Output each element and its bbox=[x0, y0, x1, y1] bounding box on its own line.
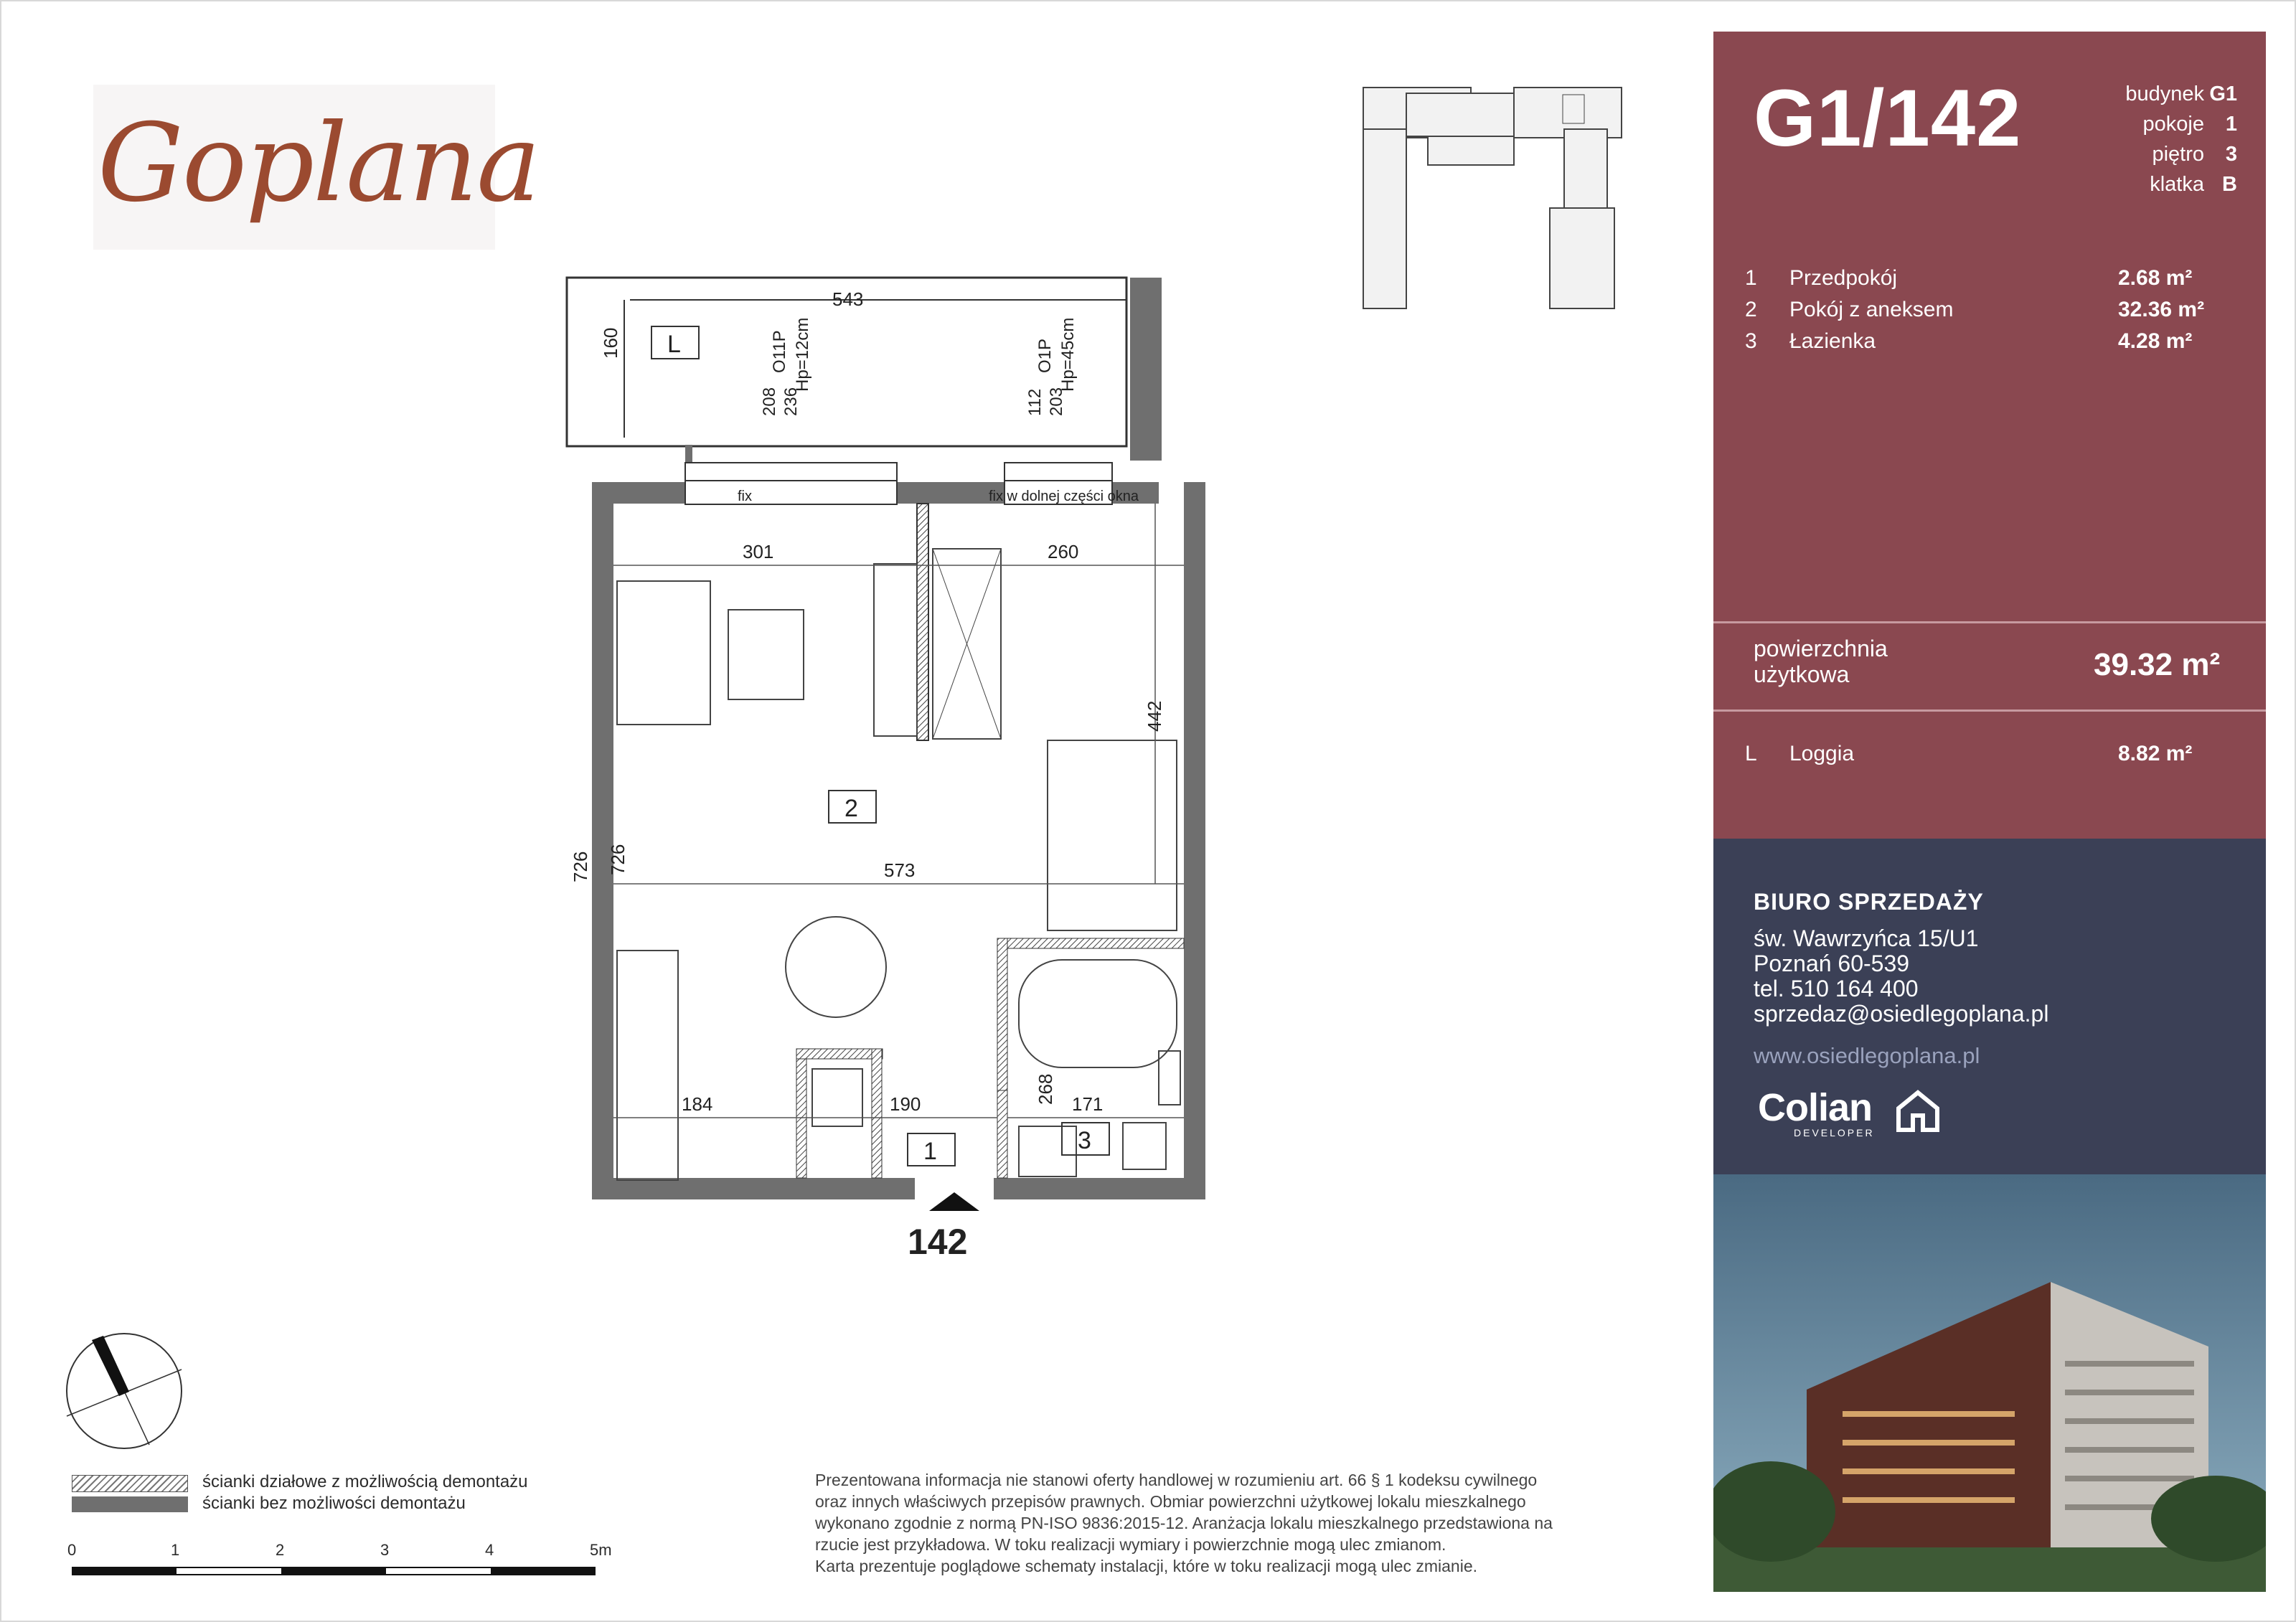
loggia-area: 8.82 m² bbox=[2118, 742, 2193, 765]
legend-hatched-swatch bbox=[72, 1475, 188, 1492]
divider bbox=[1713, 709, 2266, 712]
window-note-fix: fix bbox=[738, 489, 752, 504]
room-tag-2: 2 bbox=[844, 795, 858, 822]
loggia-row bbox=[1745, 742, 2233, 766]
window-tag-2-height: Hp=45cm bbox=[1058, 317, 1078, 392]
colian-sub: DEVELOPER bbox=[1794, 1127, 1875, 1138]
room-tag-1: 1 bbox=[923, 1138, 937, 1165]
detail-value: 3 bbox=[2225, 143, 2237, 166]
scale-label: 4 bbox=[485, 1541, 494, 1559]
detail-row bbox=[2072, 139, 2237, 169]
colian-logo: Colian bbox=[1758, 1086, 1873, 1129]
house-icon bbox=[1894, 1087, 1942, 1134]
address-line: św. Wawrzyńca 15/U1 bbox=[1754, 925, 1979, 951]
scale-segment bbox=[73, 1568, 177, 1574]
disclaimer-line: oraz innych właściwych przepisów prawnych. Obmiar powierzchni użytkowej lokalu mieszkalnego bbox=[815, 1492, 1526, 1511]
disclaimer-line: rzucie jest przykładowa. W toku realizacji wymiary i powierzchnie mogą ulec zmianom. bbox=[815, 1535, 1446, 1554]
entrance-arrow bbox=[929, 1192, 979, 1211]
dim-window1-b: 236 bbox=[781, 387, 801, 416]
scale-segment bbox=[281, 1568, 386, 1574]
website-link[interactable]: www.osiedlegoplana.pl bbox=[1754, 1043, 1980, 1068]
building-render-image bbox=[1713, 1174, 2266, 1592]
apartment-info-panel bbox=[1713, 32, 2266, 839]
usable-area-label-line1: powierzchnia bbox=[1754, 636, 1888, 661]
washbasin bbox=[1159, 1051, 1180, 1105]
room-name: Pokój z aneksem bbox=[1789, 298, 1954, 321]
dim-depth-inner: 726 bbox=[607, 844, 629, 875]
room-area: 4.28 m² bbox=[2118, 329, 2193, 353]
detail-label: budynek bbox=[2125, 82, 2204, 105]
dining-table bbox=[786, 917, 886, 1017]
room-number: 1 bbox=[1745, 266, 1757, 290]
scale-label: 2 bbox=[276, 1541, 285, 1559]
room-row bbox=[1745, 263, 2233, 294]
room-number: 2 bbox=[1745, 298, 1757, 321]
detail-label: pokoje bbox=[2142, 113, 2204, 136]
dim-window1-a: 208 bbox=[760, 387, 779, 416]
dim-window2-b: 203 bbox=[1047, 387, 1066, 416]
room-tag-loggia: L bbox=[667, 331, 681, 358]
sofa bbox=[617, 581, 710, 725]
room-name: Łazienka bbox=[1789, 329, 1876, 353]
building-key-plan bbox=[1335, 79, 1679, 337]
detail-row bbox=[2072, 109, 2237, 139]
dim-bath-width: 171 bbox=[1072, 1093, 1104, 1115]
dim-total-width: 573 bbox=[884, 859, 916, 881]
sales-office-panel bbox=[1713, 839, 2266, 1174]
scale-label: 1 bbox=[171, 1541, 180, 1559]
building-render bbox=[1713, 1174, 2266, 1592]
window-1 bbox=[685, 463, 897, 504]
loggia-side-wall bbox=[1130, 278, 1162, 461]
window-tag-2-code: O1P bbox=[1035, 338, 1055, 373]
partition-wall bbox=[917, 504, 928, 740]
detail-label: piętro bbox=[2152, 143, 2204, 166]
scale-segment bbox=[491, 1568, 594, 1574]
scale-label: 0 bbox=[67, 1541, 77, 1559]
phone: tel. 510 164 400 bbox=[1754, 976, 1919, 1001]
window-note-fix-lower: fix w dolnej części okna bbox=[989, 489, 1139, 504]
room-row bbox=[1745, 326, 2233, 357]
dim-bath-depth: 268 bbox=[1035, 1073, 1056, 1105]
room-name: Przedpokój bbox=[1789, 266, 1898, 290]
right-wall bbox=[1184, 482, 1205, 1199]
sales-office-heading: BIURO SPRZEDAŻY bbox=[1754, 889, 1984, 915]
dim-room-depth: 442 bbox=[1144, 700, 1165, 732]
usable-area-value: 39.32 m² bbox=[2094, 647, 2221, 682]
usable-area-label-line2: użytkowa bbox=[1754, 661, 1850, 687]
room-tag-3: 3 bbox=[1078, 1127, 1091, 1154]
dim-loggia-width: 543 bbox=[832, 288, 864, 310]
coffee-table bbox=[728, 610, 804, 699]
divider bbox=[1713, 621, 2266, 623]
legend-hatched-label: ścianki działowe z możliwością demontażu bbox=[202, 1472, 528, 1491]
kitchen-counter bbox=[617, 951, 678, 1180]
room-row bbox=[1745, 294, 2233, 326]
room-area: 32.36 m² bbox=[2118, 298, 2205, 321]
north-compass-icon bbox=[63, 1330, 185, 1452]
dim-room-right: 260 bbox=[1048, 541, 1079, 562]
apartment-code: G1/142 bbox=[1754, 73, 2022, 163]
disclaimer-line: Prezentowana informacja nie stanowi oferty handlowej w rozumieniu art. 66 § 1 kodeksu cywilnego bbox=[815, 1471, 1538, 1489]
floor-plan bbox=[545, 265, 1263, 1320]
bottom-wall-left bbox=[592, 1178, 915, 1199]
washing-machine bbox=[1019, 1126, 1076, 1177]
loggia-name: Loggia bbox=[1789, 742, 1855, 765]
legend-solid-label: ścianki bez możliwości demontażu bbox=[202, 1494, 466, 1513]
disclaimer-line: Karta prezentuje poglądowe schematy instalacji, które w toku realizacji mogą ulec zmianie. bbox=[815, 1557, 1478, 1575]
usable-area-label bbox=[1754, 636, 1888, 687]
dim-room-left: 301 bbox=[743, 541, 774, 562]
dim-hall: 190 bbox=[890, 1093, 921, 1115]
window-tag-1-height: Hp=12cm bbox=[793, 317, 812, 392]
room-area: 2.68 m² bbox=[2118, 266, 2193, 290]
detail-value: G1 bbox=[2209, 82, 2237, 105]
toilet bbox=[1123, 1123, 1166, 1169]
loggia-tag: L bbox=[1745, 742, 1757, 765]
room-number: 3 bbox=[1745, 329, 1757, 353]
goplana-logo bbox=[93, 85, 540, 250]
detail-value: B bbox=[2222, 173, 2237, 196]
dim-loggia-depth: 160 bbox=[600, 327, 621, 359]
detail-row bbox=[2072, 169, 2237, 199]
legal-disclaimer bbox=[815, 1469, 1633, 1577]
email-link[interactable]: sprzedaz@osiedlegoplana.pl bbox=[1754, 1001, 2049, 1027]
dim-window2-a: 112 bbox=[1025, 388, 1045, 416]
bathtub bbox=[1019, 960, 1177, 1067]
left-wall bbox=[592, 482, 613, 1199]
detail-row bbox=[2072, 79, 2237, 109]
sales-office-address bbox=[1754, 926, 2048, 1027]
apartment-details bbox=[2072, 79, 2237, 199]
room-list bbox=[1745, 263, 2233, 357]
detail-label: klatka bbox=[2150, 173, 2204, 196]
disclaimer-line: wykonano zgodnie z normą PN-ISO 9836:2015-12. Aranżacja lokalu mieszkalnego przedstawiona na bbox=[815, 1514, 1553, 1532]
entrance-number: 142 bbox=[908, 1222, 968, 1262]
logo-text: Goplana bbox=[98, 101, 540, 226]
scale-label: 3 bbox=[380, 1541, 390, 1559]
bottom-wall-right bbox=[994, 1178, 1205, 1199]
address-line: Poznań 60-539 bbox=[1754, 951, 1910, 976]
scale-label: 5m bbox=[590, 1541, 612, 1559]
dim-kitchen: 184 bbox=[682, 1093, 713, 1115]
detail-value: 1 bbox=[2225, 113, 2237, 136]
bed bbox=[1048, 740, 1177, 930]
legend-solid-swatch bbox=[72, 1496, 188, 1512]
dim-depth-outer: 726 bbox=[570, 851, 591, 882]
tv-unit bbox=[874, 564, 917, 736]
scale-bar bbox=[72, 1567, 596, 1575]
window-tag-1-code: O11P bbox=[770, 330, 789, 373]
